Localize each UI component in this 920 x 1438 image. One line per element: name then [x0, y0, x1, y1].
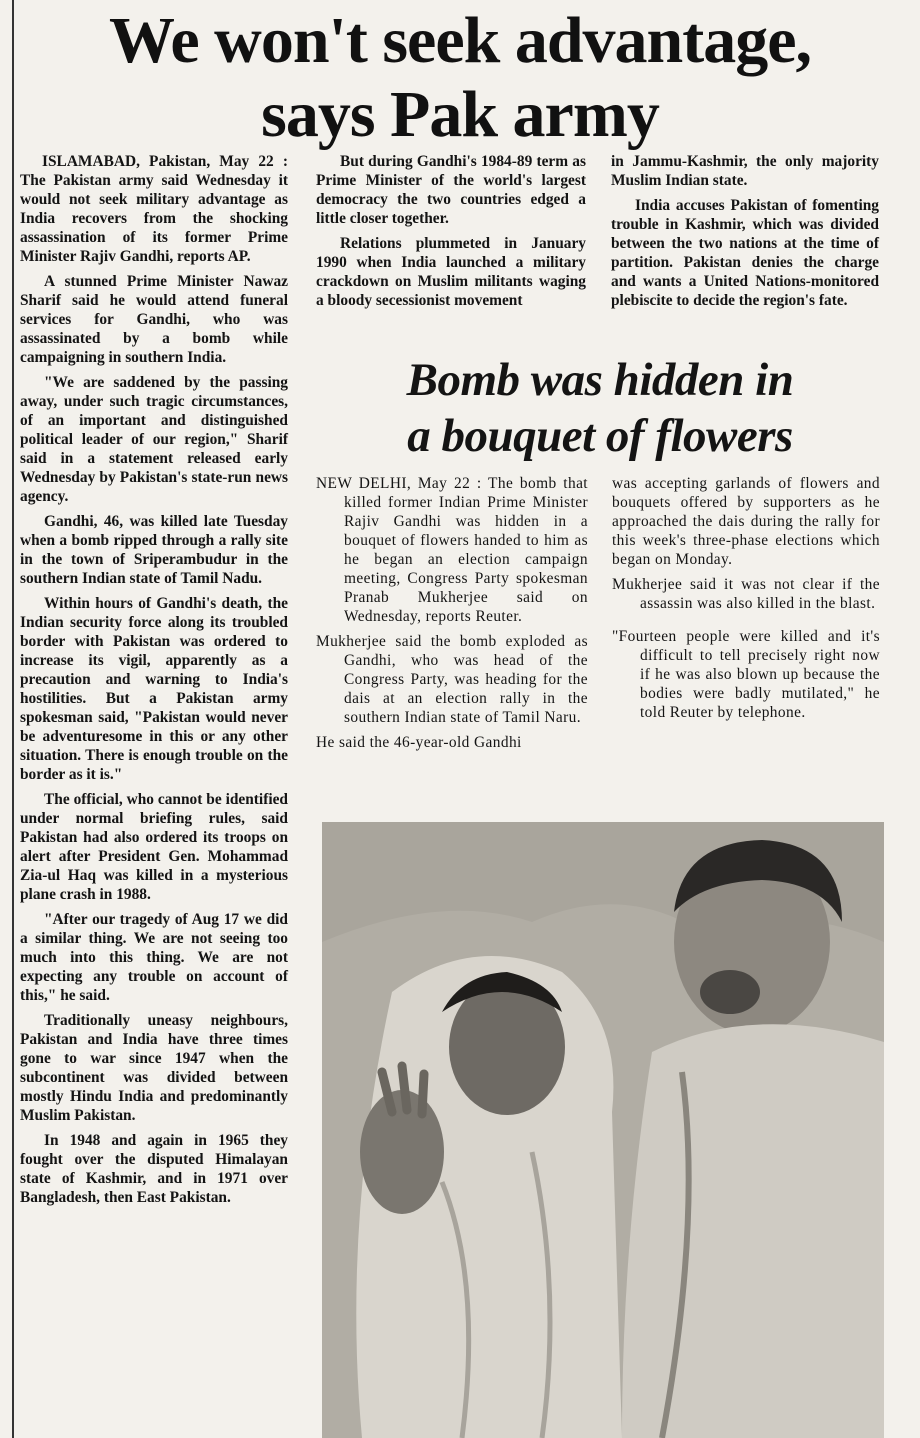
paragraph: "After our tragedy of Aug 17 we did a similar thing. We are not seeing too much into this thing. We are not expecting any trouble on account of this," he said.	[20, 911, 288, 1004]
article-column-3	[611, 152, 879, 316]
paragraph: Mukherjee said the bomb exploded as Gandhi, who was head of the Congress Party, was heading for the dais at an election rally in the southern Indian state of Tamil Naru.	[316, 633, 588, 726]
photo-illustration	[322, 822, 884, 1438]
main-headline-line1: We won't seek advantage,	[109, 4, 811, 77]
paragraph: The official, who cannot be identified under normal briefing rules, said Pakistan had also ordered its troops on alert after President Gen. Mohammad Zia-ul Haq was killed in a mysterious plane crash in 1988.	[20, 791, 288, 903]
paragraph: In 1948 and again in 1965 they fought over the disputed Himalayan state of Kashmir, and in 1971 over Bangladesh, then East Pakistan.	[20, 1132, 288, 1206]
paragraph: Traditionally uneasy neighbours, Pakistan and India have three times gone to war since 1947 when the subcontinent was divided between mostly Hindu India and predominantly Muslim Pakistan.	[20, 1012, 288, 1124]
paragraph: A stunned Prime Minister Nawaz Sharif said he would attend funeral services for Gandhi, who was assassinated by a bomb while campaigning in southern India.	[20, 273, 288, 366]
paragraph: India accuses Pakistan of fomenting trouble in Kashmir, which was divided between the two nations at the time of partition. Pakistan denies the charge and wants a United Nations-monitored plebiscite to decide the region's fate.	[611, 197, 879, 309]
second-article-column-1	[316, 474, 588, 758]
news-photo	[322, 822, 884, 1438]
second-headline-line2: a bouquet of flowers	[407, 410, 793, 462]
paragraph: "Fourteen people were killed and it's difficult to tell precisely right now if he was also blown up because the bodies were badly mutilated," he told Reuter by telephone.	[612, 628, 880, 721]
paragraph: NEW DELHI, May 22 : The bomb that killed former Indian Prime Minister Rajiv Gandhi was hidden in a bouquet of flowers handed to him as he began an election campaign meeting, Congress Party spokesman Pranab Mukherjee said on Wednesday, reports Reuter.	[316, 475, 588, 625]
second-article-column-2	[612, 474, 880, 728]
paragraph: He said the 46-year-old Gandhi	[316, 734, 522, 751]
article-column-1	[20, 152, 288, 1213]
paragraph: in Jammu-Kashmir, the only majority Muslim Indian state.	[611, 153, 879, 189]
main-headline	[20, 4, 900, 152]
paragraph: Relations plummeted in January 1990 when India launched a military crackdown on Muslim militants waging a bloody secessionist movement	[316, 235, 586, 309]
paragraph: ISLAMABAD, Pakistan, May 22 : The Pakistan army said Wednesday it would not seek military advantage as India recovers from the shocking assassination of its former Prime Minister Rajiv Gandhi, reports AP.	[20, 153, 288, 265]
column-rule	[12, 0, 14, 1438]
paragraph: was accepting garlands of flowers and bouquets offered by supporters as he approached the dais during the rally for this week's three-phase elections which began on Monday.	[612, 475, 880, 568]
article-column-2	[316, 152, 586, 316]
paragraph: "We are saddened by the passing away, under such tragic circumstances, of an important and distinguished political leader of our region," Sharif said in a statement released early Wednesday by Pakistan's state-run news agency.	[20, 374, 288, 505]
paragraph: Within hours of Gandhi's death, the Indian security force along its troubled border with Pakistan was ordered to increase its vigil, apparently as a precaution and warning to India's hostilities. But a Pakistan army spokesman said, "Pakistan would never be adventuresome in this or any other situation. There is enough trouble on the border as it is."	[20, 595, 288, 783]
second-headline-line1: Bomb was hidden in	[406, 354, 794, 406]
second-headline	[310, 352, 890, 464]
paragraph: Gandhi, 46, was killed late Tuesday when a bomb ripped through a rally site in the town of Sriperambudur in the southern Indian state of Tamil Nadu.	[20, 513, 288, 587]
paragraph: But during Gandhi's 1984-89 term as Prime Minister of the world's largest democracy the two countries edged a little closer together.	[316, 153, 586, 227]
paragraph: Mukherjee said it was not clear if the assassin was also killed in the blast.	[612, 576, 880, 612]
main-headline-line2: says Pak army	[261, 78, 659, 151]
